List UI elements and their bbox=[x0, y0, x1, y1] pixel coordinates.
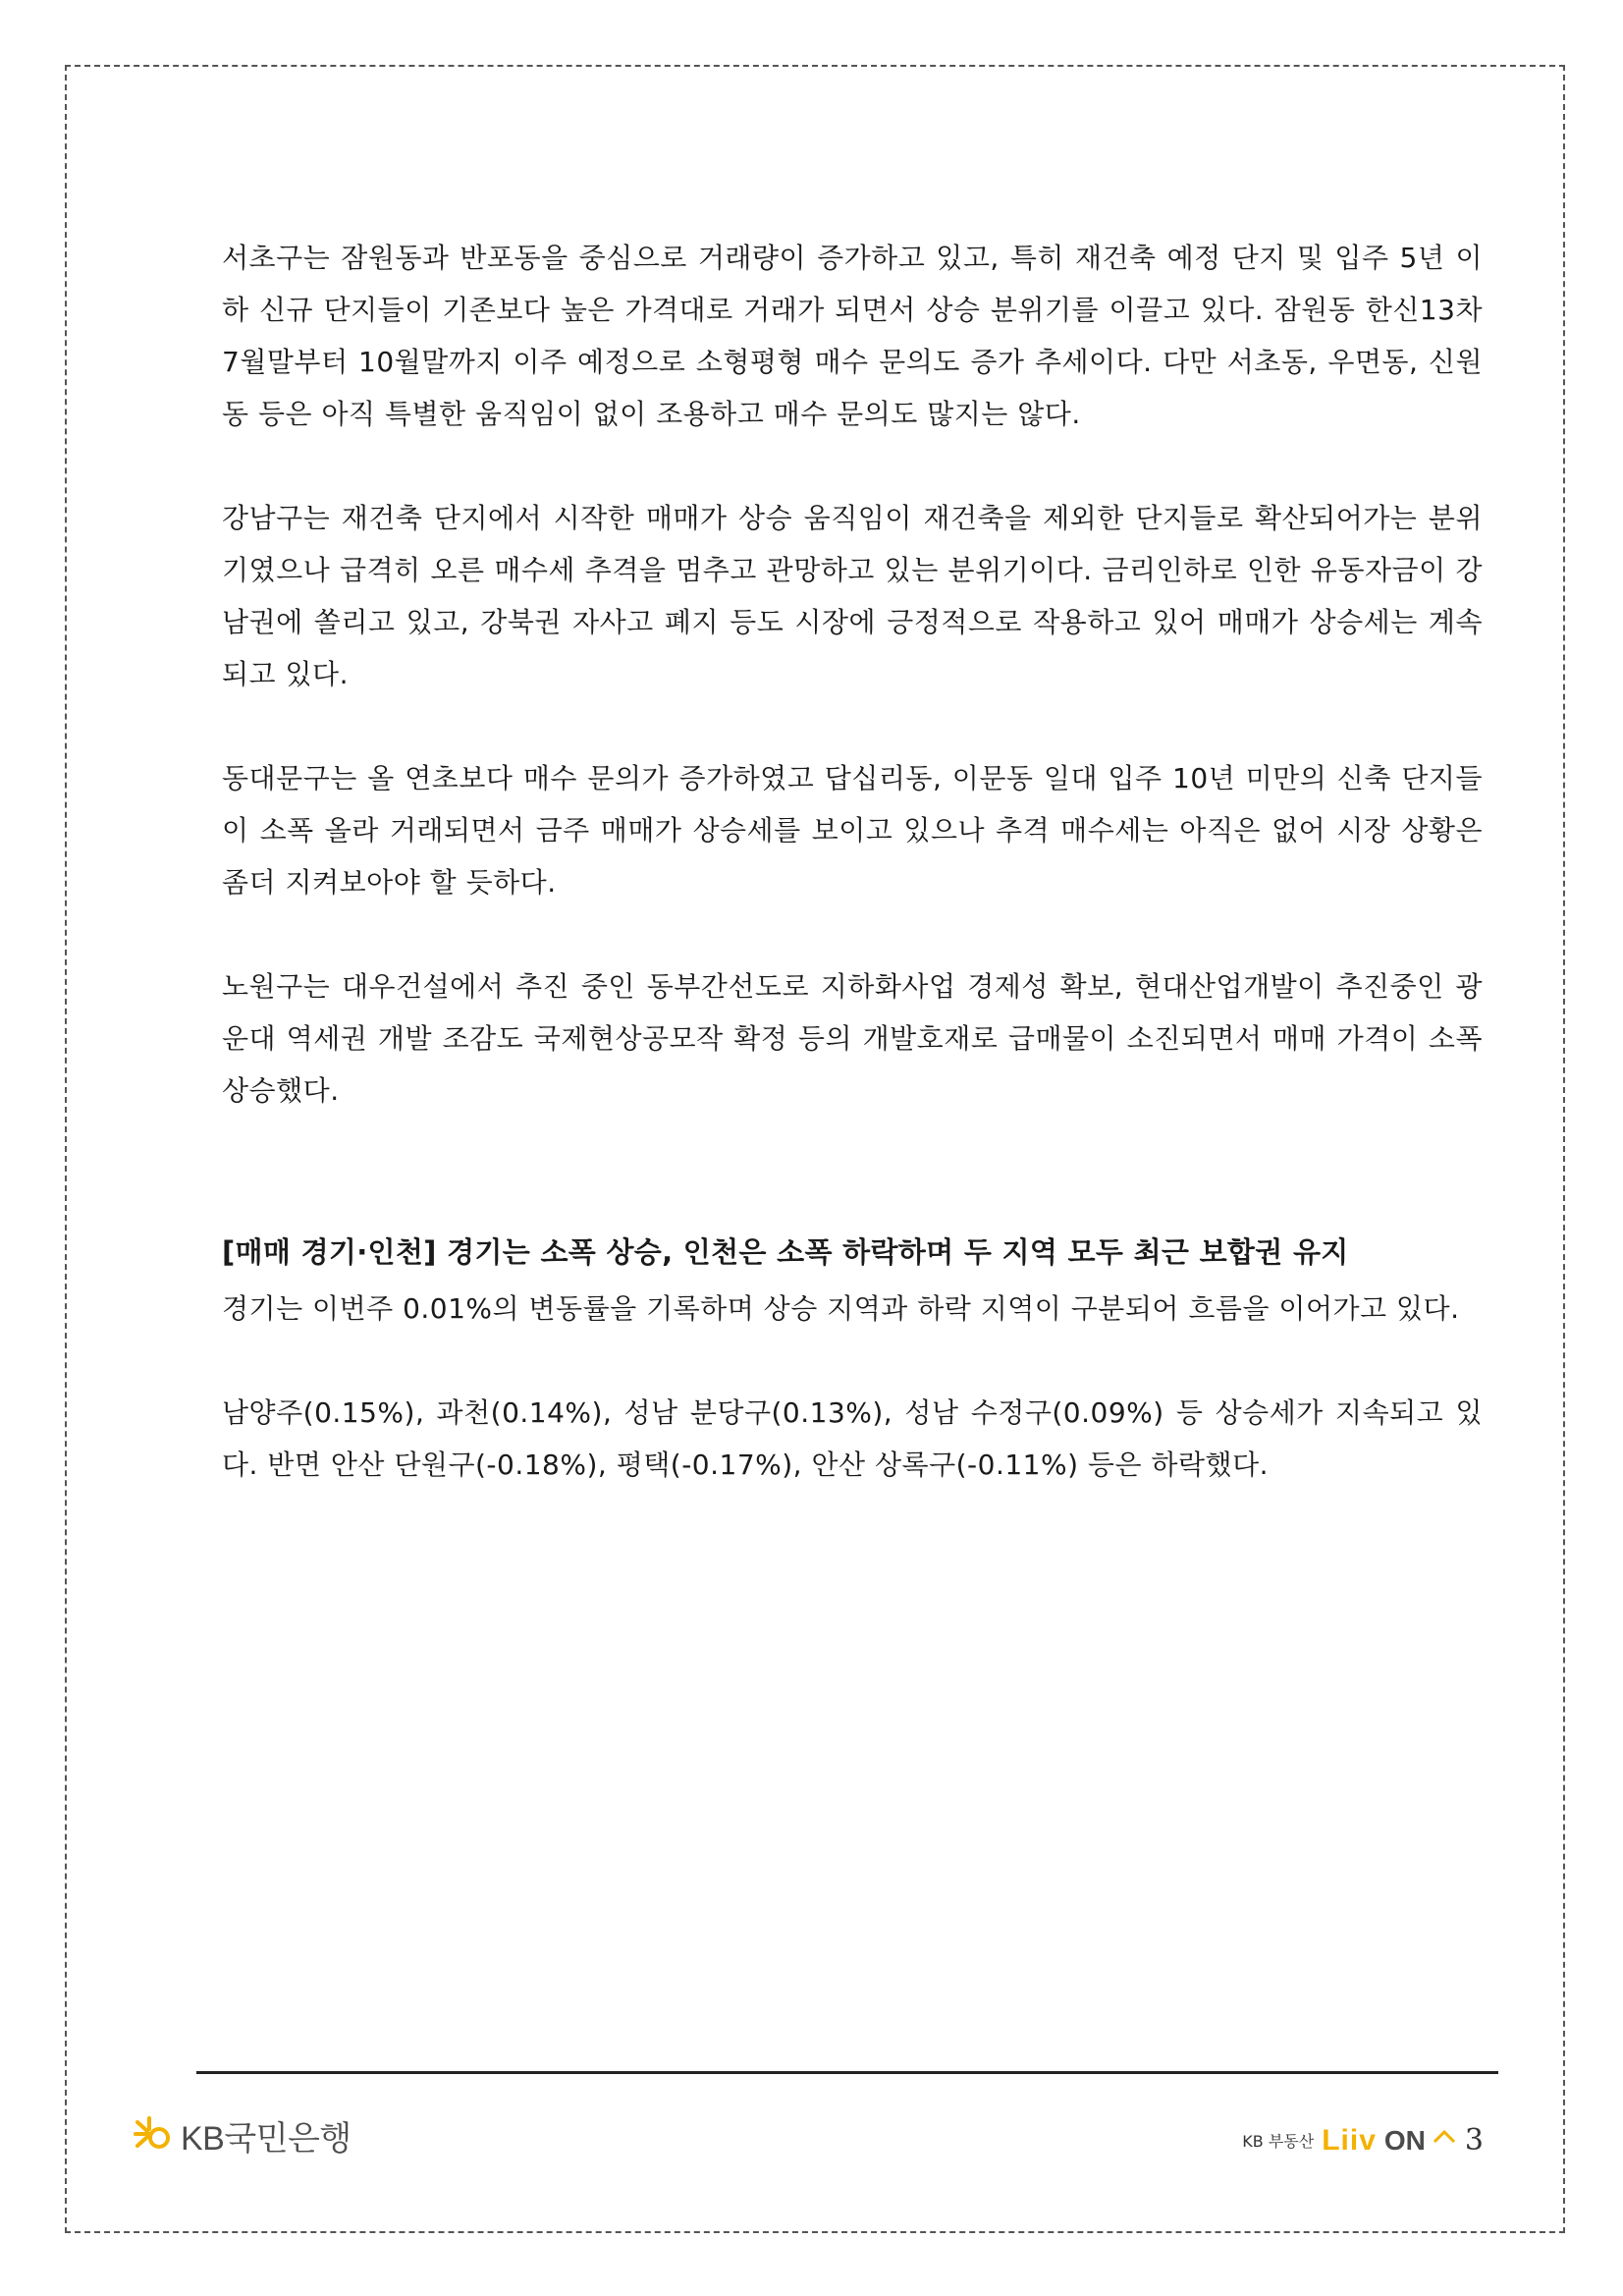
kb-bank-logo bbox=[130, 2111, 352, 2159]
house-icon bbox=[1434, 2130, 1455, 2152]
kb-star-icon bbox=[130, 2114, 175, 2158]
paragraph-seocho: 서초구는 잠원동과 반포동을 중심으로 거래량이 증가하고 있고, 특히 재건축 예정 단지 및 입주 5년 이하 신규 단지들이 기존보다 높은 가격대로 거래가 되면서 상승 분위기를 이끌고 있다. 잠원동 한신13차 7월말부터 10월말까지 이주 예정으로 소형평형 매수 문의도 증가 추세이다. 다만 서초동, 우면동, 신원동 등은 아직 특별한 움직임이 없이 조용하고 매수 문의도 많지는 않다. bbox=[222, 242, 1483, 430]
footer-divider bbox=[196, 2071, 1498, 2074]
brand-on: ON bbox=[1383, 2124, 1426, 2156]
section-spacer bbox=[222, 1117, 1483, 1172]
paragraph-dongdaemun: 동대문구는 올 연초보다 매수 문의가 증가하였고 답십리동, 이문동 일대 입주 10년 미만의 신축 단지들이 소폭 올라 거래되면서 금주 매매가 상승세를 보이고 있으나 추격 매수세는 아직은 없어 시장 상황은 좀더 지켜보아야 할 듯하다. bbox=[222, 762, 1483, 899]
paragraph-gyeonggi: 경기는 이번주 0.01%의 변동률을 기록하며 상승 지역과 하락 지역이 구분되어 흐름을 이어가고 있다. bbox=[222, 1292, 1460, 1325]
brand-liiv: Liiv bbox=[1322, 2123, 1377, 2157]
paragraph-regions: 남양주(0.15%), 과천(0.14%), 성남 분당구(0.13%), 성남 수정구(0.09%) 등 상승세가 지속되고 있다. 반면 안산 단원구(-0.18%), 평택(-0.17%), 안산 상록구(-0.11%) 등은 하락했다. bbox=[222, 1396, 1483, 1481]
section-heading: [매매 경기·인천] 경기는 소폭 상승, 인천은 소폭 하락하며 두 지역 모두 최근 보합권 유지 bbox=[222, 1235, 1349, 1269]
paragraph-gangnam: 강남구는 재건축 단지에서 시작한 매매가 상승 움직임이 재건축을 제외한 단지들로 확산되어가는 분위기였으나 급격히 오른 매수세 추격을 멈추고 관망하고 있는 분위기이다. 금리인하로 인한 유동자금이 강남권에 쏠리고 있고, 강북권 자사고 폐지 등도 시장에 긍정적으로 작용하고 있어 매매가 상승세는 계속되고 있다. bbox=[222, 502, 1483, 690]
liiv-on-logo bbox=[1242, 2123, 1484, 2158]
document-body bbox=[222, 232, 1483, 1543]
paragraph-nowon: 노원구는 대우건설에서 추진 중인 동부간선도로 지하화사업 경제성 확보, 현대산업개발이 추진중인 광운대 역세권 개발 조감도 국제현상공모작 확정 등의 개발호재로 급매물이 소진되면서 매매 가격이 소폭 상승했다. bbox=[222, 970, 1483, 1107]
section-spacer bbox=[222, 1172, 1483, 1227]
page-number: 3 bbox=[1464, 2123, 1484, 2158]
service-label: KB 부동산 bbox=[1242, 2132, 1315, 2151]
bank-name: KB국민은행 bbox=[181, 2120, 352, 2158]
